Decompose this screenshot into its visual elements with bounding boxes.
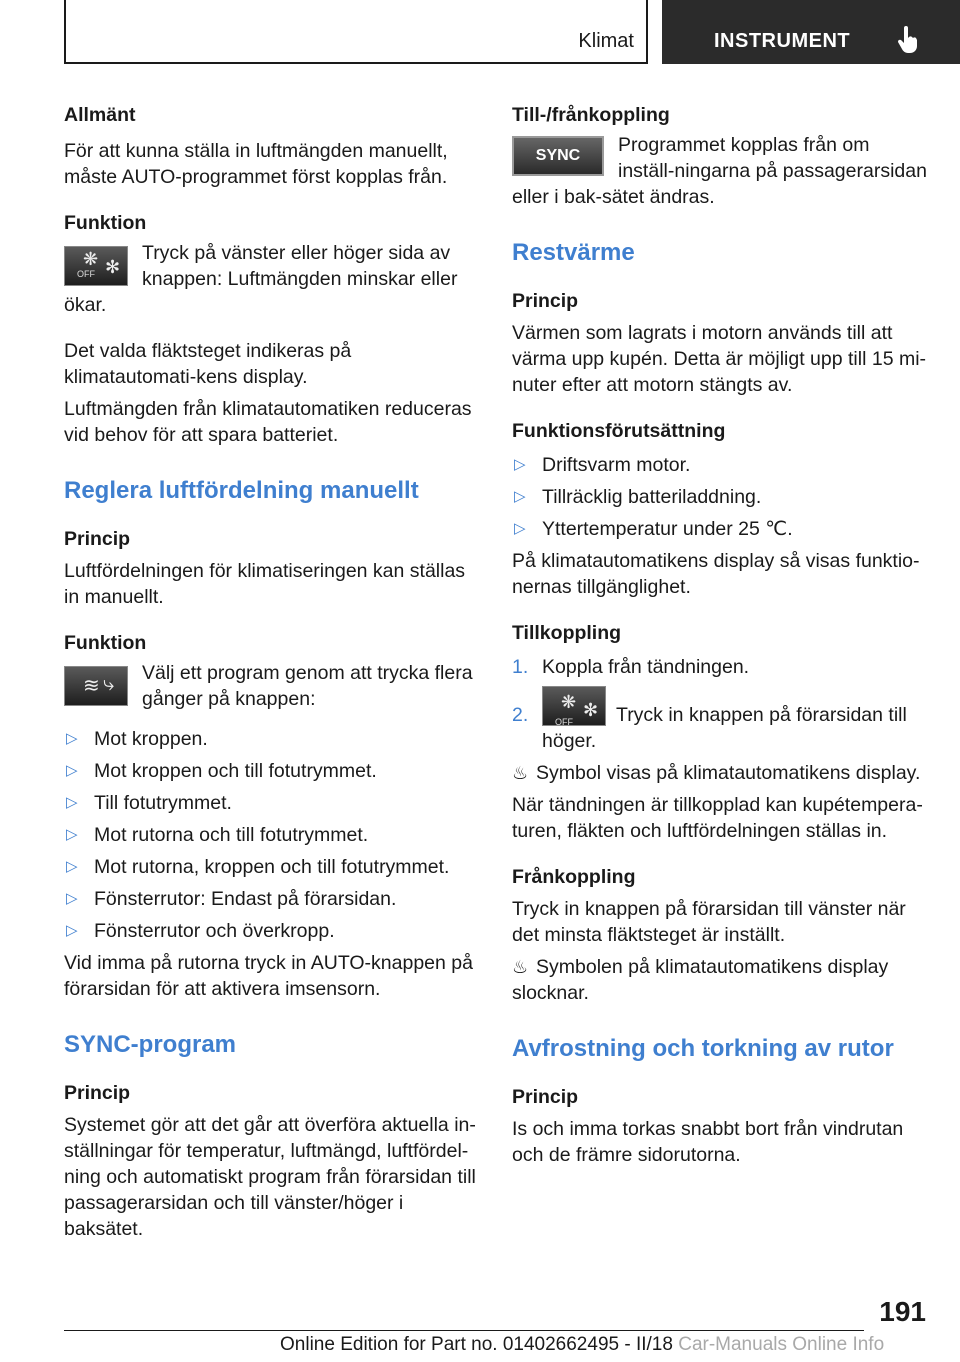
heading-avfrostning: Avfrostning och torkning av rutor	[512, 1035, 894, 1062]
heading-princip-4: Princip	[512, 1086, 579, 1108]
triangle-bullet-icon: ▷	[66, 730, 78, 747]
paragraph-battery: Luftmängden från klimatautomatiken reduceras vid behov för att spara batteriet.	[64, 398, 472, 446]
list-item: ▷ Mot rutorna, kroppen och till fotutrymmet.	[66, 856, 450, 878]
funktion-1-block	[64, 240, 480, 318]
fan-small-icon: ❋	[561, 692, 577, 712]
symbol-shown-text: ♨ Symbol visas på klimatautomatikens display.	[512, 762, 921, 784]
heading-princip-2: Princip	[64, 1082, 131, 1104]
funktion-2-text: Välj ett program genom att trycka flera gånger på knappen:	[142, 662, 473, 710]
heading-funktion-2: Funktion	[64, 632, 147, 654]
paragraph-imma: Vid imma på rutorna tryck in AUTO-knappen på förarsidan för att aktivera imsensorn.	[64, 952, 473, 1000]
off-label: OFF	[77, 269, 95, 279]
triangle-bullet-icon: ▷	[66, 858, 78, 875]
triangle-bullet-icon: ▷	[514, 520, 526, 537]
triangle-bullet-icon: ▷	[66, 890, 78, 907]
list-item: ▷ Mot kroppen.	[66, 728, 208, 750]
ignition-text: När tändningen är tillkopplad kan kupétempera-turen, fläkten och luftfördelningen ställas in.	[512, 794, 923, 842]
triangle-bullet-icon: ▷	[66, 922, 78, 939]
list-item: ▷ Tillräcklig batteriladdning.	[514, 486, 762, 508]
triangle-bullet-icon: ▷	[66, 762, 78, 779]
watermark: Car-Manuals Online Info	[678, 1334, 885, 1355]
availability-text: På klimatautomatikens display så visas funktio-nernas tillgänglighet.	[512, 550, 920, 598]
heading-funktion-1: Funktion	[64, 212, 147, 234]
list-item: ▷ Fönsterrutor och överkropp.	[66, 920, 335, 942]
condition-list	[512, 452, 928, 542]
air-flow-icon: ≋	[83, 675, 100, 697]
triangle-bullet-icon: ▷	[66, 794, 78, 811]
heading-funktionsforutsattning: Funktionsförutsättning	[512, 420, 726, 442]
fan-button-icon	[64, 246, 128, 286]
heading-till-frankoppling: Till-/frånkoppling	[512, 104, 670, 126]
page-number: 191	[879, 1296, 926, 1327]
list-item: ▷ Till fotutrymmet.	[66, 792, 232, 814]
fan-large-icon: ✻	[583, 700, 599, 720]
funktion-1-text: Tryck på vänster eller höger sida av knappen: Luftmängden minskar eller ökar.	[64, 242, 458, 316]
fan-large-icon: ✻	[105, 257, 121, 277]
restvarme-princip-text: Värmen som lagrats i motorn används till att värma upp kupén. Detta är möjligt upp till 15 mi-nuter efter att motorn stängts av.	[512, 322, 927, 396]
allmant-text: För att kunna ställa in luftmängden manuellt, måste AUTO-programmet först kopplas från.	[64, 140, 448, 188]
heading-princip-1: Princip	[64, 528, 131, 550]
chapter-title: INSTRUMENT	[714, 30, 851, 52]
heading-restvarme: Restvärme	[512, 239, 635, 266]
sync-text: Programmet kopplas från om inställ-ningarna på passagerarsidan eller i bak-sätet ändras.	[512, 134, 927, 208]
off-label: OFF	[555, 717, 573, 727]
heading-frankoppling: Frånkoppling	[512, 866, 636, 888]
symbol-off-text: ♨ Symbolen på klimatautomatikens display slocknar.	[512, 956, 889, 1004]
steps-list	[512, 654, 928, 754]
list-item: ▷ Fönsterrutor: Endast på förarsidan.	[66, 888, 397, 910]
triangle-bullet-icon: ▷	[66, 826, 78, 843]
heat-symbol-icon: ♨	[512, 763, 527, 783]
triangle-bullet-icon: ▷	[514, 488, 526, 505]
frankoppling-text: Tryck in knappen på förarsidan till vänster när det minsta fläktsteget är inställt.	[512, 898, 906, 946]
list-item: ▷ Yttertemperatur under 25 ℃.	[514, 518, 793, 540]
triangle-bullet-icon: ▷	[514, 456, 526, 473]
heading-luftfordelning: Reglera luftfördelning manuellt	[64, 477, 419, 504]
avfrostning-text: Is och imma torkas snabbt bort från vindrutan och de främre sidorutorna.	[512, 1118, 904, 1166]
fan-small-icon: ❋	[83, 249, 99, 269]
step-item: 1. Koppla från tändningen.	[512, 656, 750, 678]
program-list	[64, 726, 480, 944]
heat-symbol-icon: ♨	[512, 957, 527, 977]
air-distribution-button-icon	[64, 666, 128, 706]
funktion-2-block	[64, 660, 480, 712]
list-item: ▷ Driftsvarm motor.	[514, 454, 691, 476]
paragraph-display: Det valda fläktsteget indikeras på klimatautomati-kens display.	[64, 340, 352, 388]
seat-person-icon: ⤷	[103, 673, 115, 695]
step-item: 2. OFF ❋ ✻ Tryck in knappen på förarsidan till höger.	[512, 686, 928, 754]
heading-princip-3: Princip	[512, 290, 579, 312]
pointing-hand-icon	[896, 26, 920, 54]
sync-button-icon: SYNC	[512, 136, 604, 176]
footer-rule	[64, 1330, 864, 1331]
list-item: ▷ Mot rutorna och till fotutrymmet.	[66, 824, 369, 846]
fan-button-icon	[542, 686, 606, 726]
heading-tillkoppling: Tillkoppling	[512, 622, 622, 644]
sync-block	[512, 132, 928, 210]
list-item: ▷ Mot kroppen och till fotutrymmet.	[66, 760, 377, 782]
right-column	[512, 102, 928, 1168]
heading-allmant: Allmänt	[64, 104, 136, 126]
header-section-box	[64, 0, 648, 64]
footer-edition: Online Edition for Part no. 01402662495 - II/18 Car-Manuals Online Info	[280, 1334, 885, 1355]
left-column	[64, 102, 480, 1242]
heading-sync-program: SYNC-program	[64, 1031, 237, 1058]
princip-2-text: Systemet gör att det går att överföra aktuella in-ställningar för temperatur, luftmängd, luftfördel-ning och automatiskt program från förarsidan till passagerarsidan och till vänster/höger i baksätet.	[64, 1114, 476, 1240]
princip-1-text: Luftfördelningen för klimatiseringen kan ställas in manuellt.	[64, 560, 466, 608]
header-chapter-box	[662, 0, 960, 64]
section-title: Klimat	[578, 30, 634, 52]
